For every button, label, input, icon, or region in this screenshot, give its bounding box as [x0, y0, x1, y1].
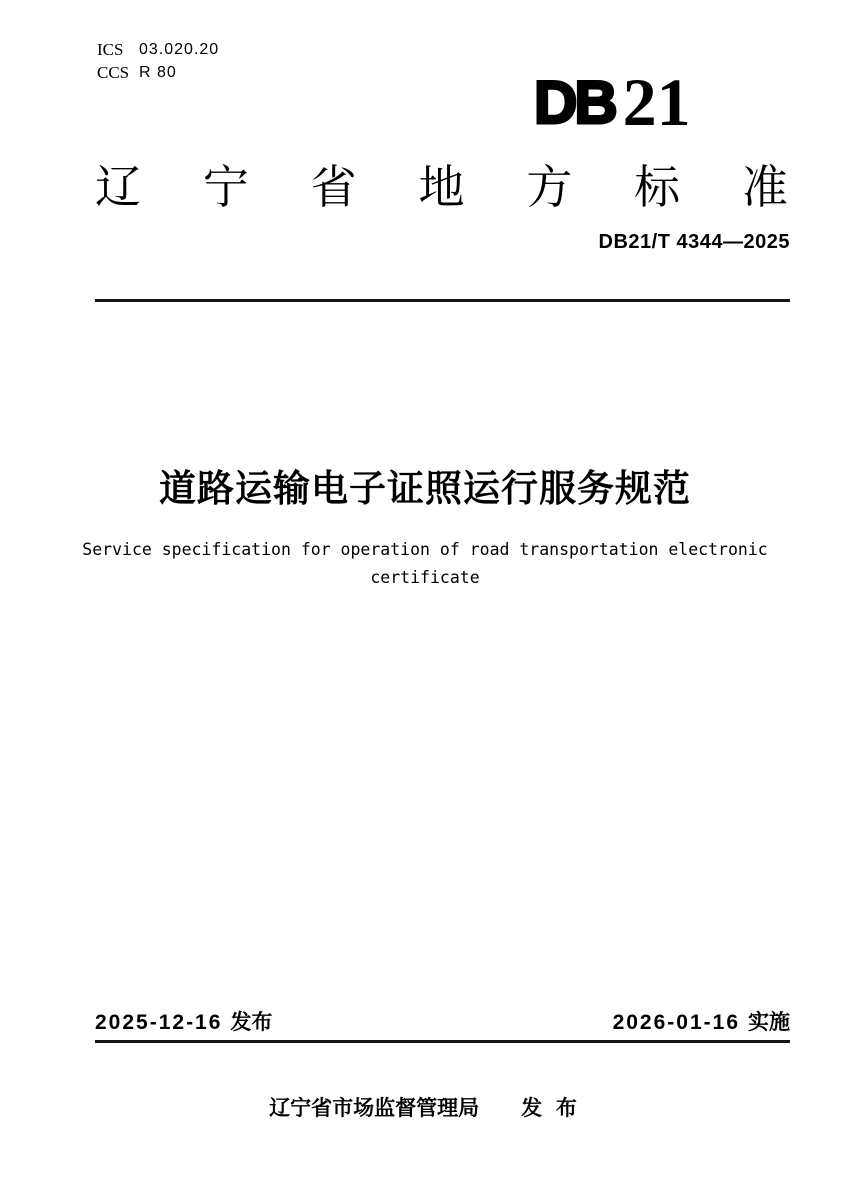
publisher-action: 发 布	[521, 1097, 581, 1120]
dates-row	[95, 1006, 790, 1036]
publisher-name: 辽宁省市场监督管理局	[269, 1097, 480, 1120]
logo-region-number: 21	[622, 64, 691, 141]
standard-number: DB21/T 4344—2025	[598, 231, 790, 253]
db21-logo	[534, 64, 691, 141]
standard-category-title: 辽 宁 省 地 方 标 准	[95, 161, 788, 213]
ccs-label: CCS	[97, 63, 130, 82]
implementation-date-label: 实施	[748, 1011, 790, 1034]
ics-row	[97, 38, 219, 61]
ccs-row	[97, 61, 219, 84]
publisher-line	[0, 1092, 850, 1122]
header-divider-line	[95, 299, 790, 302]
implementation-date	[613, 1006, 790, 1036]
logo-db-text: DB	[534, 69, 615, 136]
document-title-chinese: 道路运输电子证照运行服务规范	[159, 468, 691, 509]
ics-code: 03.020.20	[139, 41, 220, 58]
release-date-label: 发布	[230, 1011, 273, 1034]
release-date-value: 2025-12-16	[95, 1011, 223, 1034]
english-title-line-1: Service specification for operation of road transportation electronic	[82, 540, 768, 559]
document-title-english	[0, 536, 850, 592]
english-title-line-2: certificate	[370, 568, 480, 587]
ics-label: ICS	[97, 40, 124, 59]
footer-divider-line	[95, 1040, 790, 1043]
release-date	[95, 1006, 272, 1036]
ccs-code: R 80	[139, 64, 177, 81]
classification-codes	[97, 38, 219, 84]
implementation-date-value: 2026-01-16	[612, 1011, 740, 1034]
